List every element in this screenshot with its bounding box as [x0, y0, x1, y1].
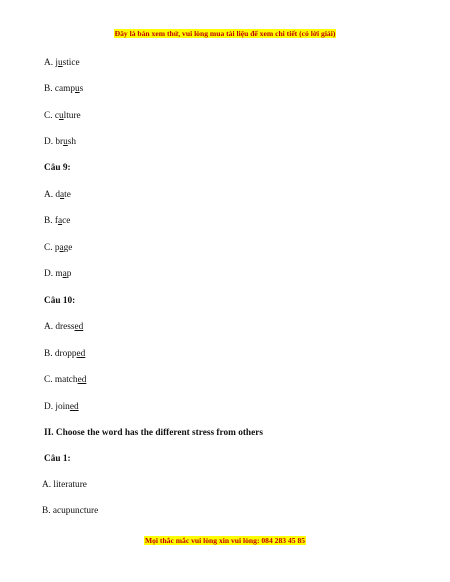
q8-option-d: D. brush [44, 137, 77, 147]
q8-option-c: C. culture [44, 111, 81, 121]
q8-option-b: B. campus [44, 84, 84, 94]
q9-option-b: B. face [44, 216, 71, 226]
q10-option-c: C. matched [44, 375, 87, 385]
q10-option-d: D. joined [44, 402, 79, 412]
preview-banner [0, 29, 450, 38]
q9-option-a: A. date [44, 190, 71, 200]
q10-option-b: B. dropped [44, 349, 86, 359]
s2-q1-option-b: B. acupuncture [42, 506, 99, 516]
q10-heading: Câu 10: [44, 296, 76, 306]
s2-q1-option-a: A. literature [42, 480, 87, 490]
section-2-title: II. Choose the word has the different stress from others [44, 428, 263, 438]
q9-option-d: D. map [44, 269, 72, 279]
s2-q1-heading: Câu 1: [44, 454, 71, 464]
contact-banner [0, 536, 450, 545]
q10-option-a: A. dressed [44, 322, 84, 332]
q9-option-c: C. page [44, 243, 73, 253]
contact-banner-text: Mọi thắc mắc vui lòng xin vui lòng: 084 283 45 85 [144, 536, 306, 545]
q9-heading: Câu 9: [44, 163, 71, 173]
preview-banner-text: Đây là bản xem thử, vui lòng mua tài liệu để xem chi tiết (có lời giải) [114, 29, 336, 38]
q8-option-a: A. justice [44, 58, 80, 68]
